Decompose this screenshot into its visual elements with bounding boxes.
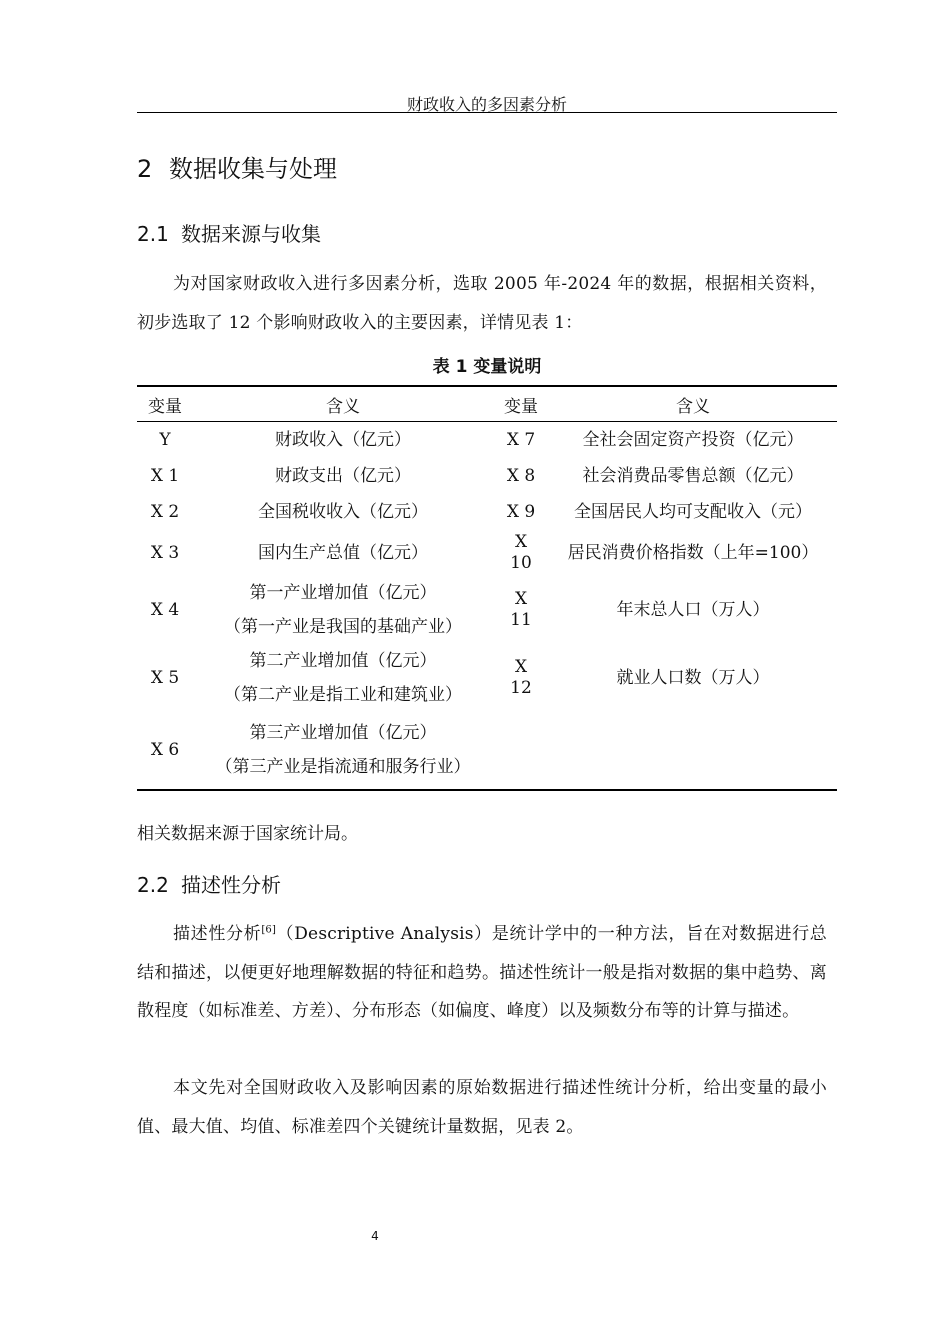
table-caption: 表 1 变量说明	[432, 357, 542, 377]
header-meaning-right: 含义	[549, 386, 837, 422]
cell-text-line: 社会消费品零售总额（亿元）	[582, 465, 804, 486]
running-header-title: 财政收入的多因素分析	[406, 95, 567, 114]
cell-variable-left: X 5	[150, 667, 180, 688]
section-heading	[137, 149, 337, 184]
cell-variable-right: X 10	[510, 531, 532, 573]
cell-variable-left: X 1	[150, 465, 180, 486]
paragraph-descriptive-analysis	[137, 915, 827, 1031]
cell-text-line: 就业人口数（万人）	[616, 667, 770, 688]
cell-text-line: 财政支出（亿元）	[275, 465, 411, 486]
table-source-note: 相关数据来源于国家统计局。	[137, 824, 358, 844]
cell-text-line: 第二产业增加值（亿元）	[249, 650, 437, 671]
table-row	[137, 530, 837, 576]
cell-variable-left: X 3	[150, 542, 180, 563]
cell-text-line: （第一产业是我国的基础产业）	[224, 616, 462, 637]
cell-meaning-right	[549, 576, 837, 644]
paragraph-data-source: 为对国家财政收入进行多因素分析，选取 2005 年-2024 年的数据，根据相关资料，初步选取了 12 个影响财政收入的主要因素，详情见表 1：	[137, 274, 827, 333]
line-gap	[193, 604, 493, 616]
header-variable-left: 变量	[137, 386, 193, 422]
table-row	[137, 422, 837, 458]
page-number: 4	[371, 1229, 379, 1243]
cell-meaning-left	[193, 422, 493, 458]
subsection-title: 描述性分析	[181, 873, 281, 897]
paragraph-text: （Descriptive Analysis）是统计学中的一种方法，旨在对数据进行总结和描述，以便更好地理解数据的特征和趋势。描述性统计一般是指对数据的集中趋势、离散程度（如标准差、方差）、分布形态（如偏度、峰度）以及频数分布等的计算与描述。	[137, 924, 827, 1021]
cell-meaning-right	[549, 458, 837, 494]
header-variable-right: 变量	[493, 386, 549, 422]
cell-meaning-left	[193, 576, 493, 644]
table-row	[137, 458, 837, 494]
cell-variable-left: X 6	[137, 712, 193, 790]
cell-text-line: 国内生产总值（亿元）	[258, 542, 428, 563]
cell-text-line: 财政收入（亿元）	[275, 429, 411, 450]
cell-variable-right: X 8	[506, 465, 536, 486]
cell-text-line: 第三产业增加值（亿元）	[249, 723, 437, 743]
cell-text-line: 居民消费价格指数（上年=100）	[567, 542, 819, 563]
cell-text-line: （第三产业是指流通和服务行业）	[215, 757, 471, 777]
paragraph-text: 描述性分析	[173, 924, 262, 944]
subsection-number: 2.2	[137, 873, 169, 897]
cell-variable-right	[493, 712, 549, 790]
citation-ref[interactable]: [6]	[261, 924, 277, 936]
cell-text-line: 全国居民人均可支配收入（元）	[574, 501, 812, 522]
line-gap	[193, 672, 493, 684]
cell-text-line: 年末总人口（万人）	[616, 599, 770, 620]
cell-variable-left: X 2	[150, 501, 180, 522]
subsection-heading-2-2	[137, 869, 281, 898]
section-title: 数据收集与处理	[169, 155, 337, 183]
cell-text-line: 第一产业增加值（亿元）	[249, 582, 437, 603]
cell-variable-right: X 12	[510, 656, 532, 698]
table-row	[137, 576, 837, 644]
cell-meaning-right	[549, 494, 837, 530]
variable-table	[137, 385, 837, 791]
cell-meaning-left	[193, 458, 493, 494]
cell-text-line: （第二产业是指工业和建筑业）	[224, 684, 462, 705]
cell-meaning-right	[549, 530, 837, 576]
table-row	[137, 494, 837, 530]
cell-meaning-right	[549, 644, 837, 712]
subsection-title: 数据来源与收集	[181, 222, 321, 246]
cell-variable-left: Y	[159, 429, 171, 450]
cell-meaning-left	[193, 712, 493, 790]
subsection-number: 2.1	[137, 222, 169, 246]
header-rule	[137, 112, 837, 113]
cell-variable-right: X 9	[506, 501, 536, 522]
cell-variable-right: X 7	[506, 429, 536, 450]
table-row	[137, 644, 837, 712]
cell-meaning-left	[193, 530, 493, 576]
subsection-heading-2-1	[137, 218, 321, 247]
cell-meaning-right	[549, 422, 837, 458]
table-body	[137, 422, 837, 790]
cell-text-line: 全国税收收入（亿元）	[258, 501, 428, 522]
cell-meaning-right	[549, 712, 837, 790]
table-header-row	[137, 386, 837, 422]
header-meaning-left: 含义	[193, 386, 493, 422]
section-number: 2	[137, 155, 153, 183]
cell-variable-left: X 4	[150, 599, 180, 620]
cell-meaning-left	[193, 644, 493, 712]
cell-variable-right: X 11	[510, 588, 532, 630]
cell-meaning-left	[193, 494, 493, 530]
table-row	[137, 712, 837, 790]
line-gap	[193, 744, 493, 756]
paragraph-method: 本文先对全国财政收入及影响因素的原始数据进行描述性统计分析，给出变量的最小值、最大值、均值、标准差四个关键统计量数据，见表 2。	[137, 1078, 827, 1137]
cell-text-line: 全社会固定资产投资（亿元）	[582, 429, 804, 450]
